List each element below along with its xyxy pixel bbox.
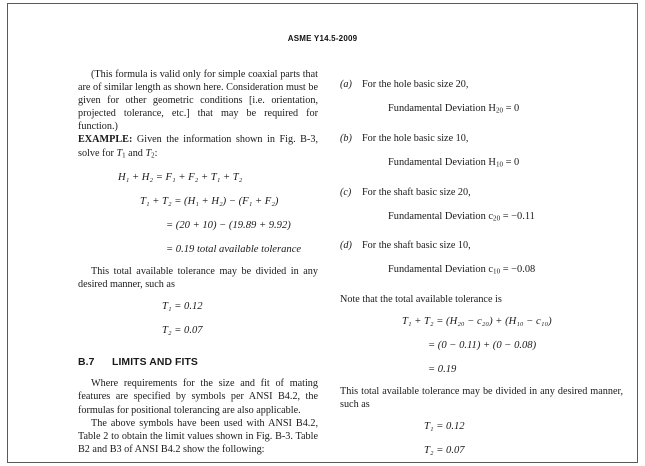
list-item-b-text (340, 132, 623, 145)
deviation-c (340, 210, 623, 226)
equation-block-left (78, 171, 318, 256)
deviation-a-label: Fundamental Deviation H (388, 103, 496, 115)
example-label: EXAMPLE: (78, 134, 133, 146)
paragraph-divided-right: This total available tolerance may be divided in any desired manner, such as (340, 386, 623, 411)
list-item-a-label: For the hole basic size 20, (362, 79, 469, 91)
paragraph-formula-note: (This formula is valid only for simple coaxial parts that are of similar length as shown here. Consideration must be given for other geometric conditions [i.e. orientation, projected tolerance, etc.] that may be required for function.) (78, 69, 318, 133)
deviation-a (340, 102, 623, 118)
deviation-c-label: Fundamental Deviation c (388, 210, 494, 222)
right-equation-line-3: = 0.19 (428, 364, 457, 376)
tolerance-values-left (78, 300, 318, 337)
example-var-t2: T (145, 147, 152, 159)
section-heading-b7 (78, 357, 318, 368)
paragraph-requirements: Where requirements for the size and fit of mating features are specified by symbols per ANSI B4.2, the formulas for positional tolerancing are also applicable. (78, 378, 318, 416)
deviation-b-value: = 0 (503, 157, 520, 169)
right-equation-line-1: T₁ + T₂ = (H₂₀ − c₂₀) + (H₁₀ − c₁₀) (402, 316, 552, 328)
list-item-d (340, 239, 623, 279)
example-text: Given the information shown in Fig. B-3, solve for (78, 134, 318, 159)
example-conjunction: and (125, 147, 146, 159)
equation-line-1: H₁ + H₂ = F₁ + F₂ + T₁ + T₂ (118, 172, 243, 184)
deviation-c-sub: 20 (493, 214, 501, 223)
list-item-c (340, 186, 623, 226)
deviation-d-sub: 10 (493, 268, 501, 277)
list-item-c-text (340, 186, 623, 199)
list-item-d-letter: (d) (340, 240, 352, 252)
list-item-d-text (340, 239, 623, 252)
example-colon: : (154, 147, 158, 159)
two-column-body (0, 68, 645, 466)
deviation-a-sub: 20 (495, 106, 503, 115)
equation-line-4: = 0.19 total available tolerance (166, 244, 302, 256)
deviation-c-value: = −0.11 (500, 210, 535, 222)
example-var-t2-sub: 2 (151, 152, 155, 160)
list-item-a-text (340, 78, 623, 91)
list-item-d-label: For the shaft basic size 10, (362, 240, 471, 252)
t1-value-right: T₁ = 0.12 (424, 421, 465, 433)
tolerance-values-right (340, 420, 623, 457)
paragraph-symbols: The above symbols have been used with ANSI B4.2, Table 2 to obtain the limit values shown in Fig. B-3. Table B2 and B3 of ANSI B4.2 show the following: (78, 417, 318, 455)
section-number: B.7 (78, 357, 95, 369)
equation-line-2: T₁ + T₂ = (H₁ + H₂) − (F₁ + F₂) (140, 196, 279, 208)
list-item-a-letter: (a) (340, 79, 352, 91)
right-equation-line-2: = (0 − 0.11) + (0 − 0.08) (428, 340, 537, 352)
deviation-b-label: Fundamental Deviation H (388, 157, 496, 169)
t2-value-right: T₂ = 0.07 (424, 445, 465, 457)
t2-value-left: T₂ = 0.07 (162, 325, 203, 337)
list-item-b-letter: (b) (340, 132, 352, 144)
example-var-t1-sub: 1 (122, 152, 126, 160)
t1-value-left: T₁ = 0.12 (162, 301, 203, 313)
example-var-t1: T (116, 147, 123, 159)
list-item-c-letter: (c) (340, 186, 352, 198)
list-item-a (340, 78, 623, 118)
deviation-a-value: = 0 (503, 103, 520, 115)
paragraph-example (78, 133, 318, 162)
right-column (330, 68, 645, 466)
list-item-b-label: For the hole basic size 10, (362, 132, 469, 144)
paragraph-note: Note that the total available tolerance is (340, 294, 502, 306)
paragraph-divided-left: This total available tolerance may be divided in any desired manner, such as (78, 266, 318, 291)
deviation-d-value: = −0.08 (500, 264, 536, 276)
left-column (0, 68, 330, 456)
running-head: ASME Y14.5-2009 (287, 34, 358, 43)
equation-line-3: = (20 + 10) − (19.89 + 9.92) (166, 220, 291, 232)
deviation-d-label: Fundamental Deviation c (388, 264, 494, 276)
section-title: LIMITS AND FITS (112, 357, 198, 369)
deviation-b-sub: 10 (495, 160, 503, 169)
list-item-b (340, 132, 623, 172)
equation-block-right (340, 315, 623, 376)
deviation-b (340, 156, 623, 172)
list-item-c-label: For the shaft basic size 20, (362, 186, 471, 198)
deviation-d (340, 263, 623, 279)
